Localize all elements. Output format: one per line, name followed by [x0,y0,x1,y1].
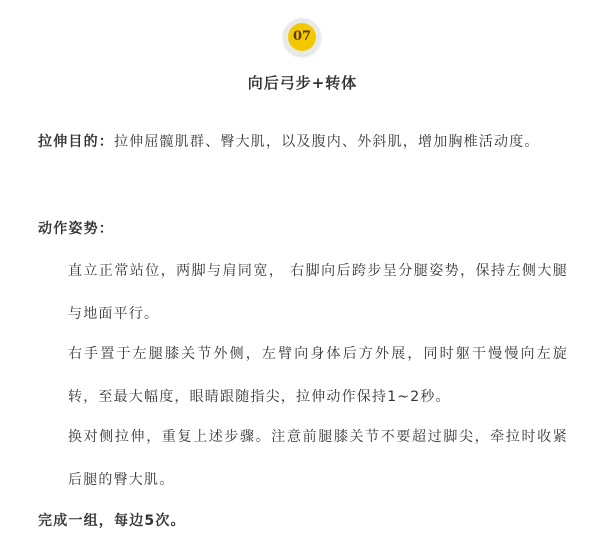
pose-step-3: 换对侧拉伸，重复上述步骤。注意前腿膝关节不要超过脚尖，牵拉时收紧后腿的臀大肌。 [68,429,568,488]
finish-note: 完成一组，每边5次。 [38,513,186,529]
pose-step-1: 直立正常站位，两脚与肩同宽， 右脚向后跨步呈分腿姿势，保持左侧大腿与地面平行。 [68,263,568,322]
step-number-badge [283,18,321,56]
article-title: 向后弓步+转体 [247,74,358,92]
pose-label: 动作姿势： [38,221,114,237]
purpose-paragraph [38,121,568,164]
purpose-label: 拉伸目的： [38,134,114,150]
purpose-text: 拉伸屈髋肌群、臀大肌，以及腹内、外斜肌，增加胸椎活动度。 [114,134,540,150]
step-number: 07 [288,23,316,51]
pose-step-2: 右手置于左腿膝关节外侧，左臂向身体后方外展，同时躯干慢慢向左旋转，至最大幅度，眼睛跟随指尖，拉伸动作保持1~2秒。 [68,346,568,405]
